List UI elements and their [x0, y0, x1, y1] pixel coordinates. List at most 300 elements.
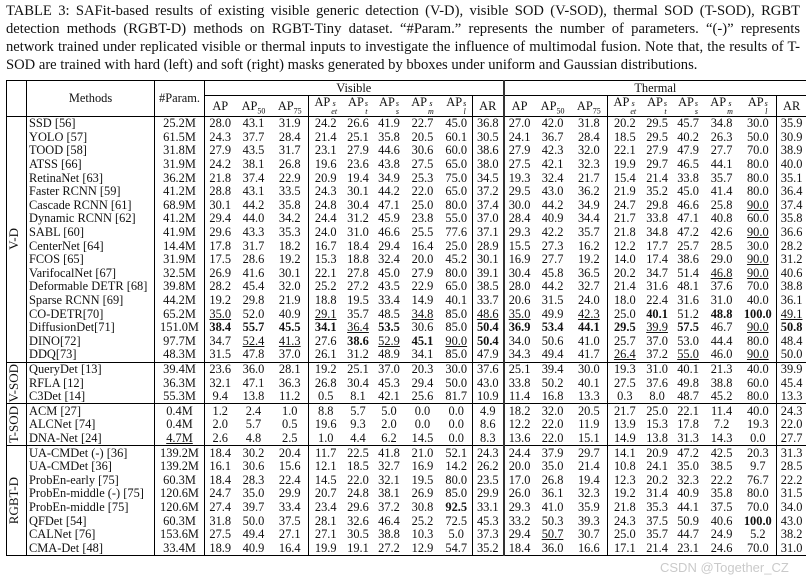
metric-value: 20.5	[411, 129, 434, 144]
metric-value: 19.2	[205, 294, 236, 308]
metric-value: 22.0	[541, 430, 564, 445]
metric-value: 50.7	[541, 527, 564, 542]
table-row	[7, 171, 806, 185]
metric-value: 25.3	[411, 170, 434, 185]
metric-value: 38.2	[777, 528, 806, 542]
method-name: YOLO [57]	[29, 129, 88, 144]
metric-value: 36.3	[278, 375, 301, 390]
metric-value: 18.4	[205, 446, 236, 460]
metric-value: 30.4	[347, 197, 369, 212]
metric-value: 65.0	[445, 184, 468, 199]
metric-value: 37.4	[242, 170, 265, 185]
metric-value: 48.8	[710, 306, 733, 321]
metric-value: 57.5	[677, 320, 699, 335]
metric-header: AP	[205, 96, 236, 117]
metric-value: 36.0	[535, 541, 571, 555]
metric-value: 9.7	[750, 459, 766, 474]
metric-value: 8.3	[473, 432, 504, 446]
table-row	[7, 348, 806, 362]
metric-value: 26.9	[411, 486, 434, 501]
metric-value: 19.3	[608, 362, 642, 376]
metric-value: 36.8	[473, 117, 504, 131]
metric-value: 65.0	[445, 279, 468, 294]
metric-value: 70.0	[746, 143, 769, 158]
metric-value: 2.5	[282, 430, 298, 445]
metric-value: 77.6	[445, 225, 468, 240]
header-row-1	[7, 81, 806, 96]
metric-value: 44.1	[710, 157, 733, 172]
table-row	[7, 487, 806, 501]
metric-value: 30.5	[347, 527, 369, 542]
metric-value: 37.6	[473, 362, 504, 376]
table-row	[7, 226, 806, 240]
method-name: SABL [60]	[29, 225, 84, 240]
metric-value: 45.4	[777, 376, 806, 390]
metric-value: 29.9	[278, 486, 301, 501]
metric-value: 27.5	[411, 157, 434, 172]
method-name: ProbEn-early [75]	[29, 472, 119, 487]
metric-value: 8.8	[309, 404, 343, 418]
metric-value: 21.7	[577, 170, 600, 185]
metric-value: 29.8	[242, 293, 265, 308]
metric-value: 37.1	[473, 226, 504, 240]
metric-value: 90.0	[445, 333, 468, 348]
metric-value: 19.3	[504, 171, 535, 185]
metric-value: 35.7	[710, 170, 733, 185]
metric-value: 21.0	[405, 446, 441, 460]
metric-value: 33.5	[278, 184, 301, 199]
param-count: 39.4M	[155, 362, 205, 376]
metric-value: 27.5	[205, 528, 236, 542]
metric-value: 36.1	[777, 294, 806, 308]
metric-value: 36.7	[541, 129, 564, 144]
metric-value: 49.9	[541, 306, 564, 321]
table-row	[7, 418, 806, 432]
metric-value: 27.5	[608, 376, 642, 390]
method-name: Deformable DETR [68]	[29, 279, 148, 294]
metric-value: 34.7	[646, 265, 668, 280]
param-count: 97.7M	[155, 335, 205, 349]
table-row	[7, 307, 806, 321]
metric-value: 41.0	[577, 333, 600, 348]
metric-value: 30.7	[577, 527, 600, 542]
metric-value: 7.2	[713, 417, 730, 432]
metric-value: 15.5	[504, 239, 535, 253]
metric-value: 12.9	[405, 541, 441, 555]
param-count: 60.3M	[155, 514, 205, 528]
param-count: 25.2M	[155, 117, 205, 131]
metric-value: 17.8	[205, 239, 236, 253]
group-label-cell	[7, 404, 27, 446]
metric-header: $AP_{75}$	[576, 98, 601, 115]
metric-value: 24.1	[504, 131, 535, 145]
metric-value: 11.9	[578, 417, 600, 432]
metric-value: 19.3	[746, 417, 769, 432]
metric-value: 31.0	[347, 225, 369, 240]
method-name: CO-DETR[70]	[29, 306, 104, 321]
metric-value: 24.7	[205, 487, 236, 501]
metric-value: 37.0	[374, 362, 405, 376]
metric-value: 27.5	[504, 158, 535, 172]
metric-value: 21.8	[205, 171, 236, 185]
metric-value: 25.0	[608, 307, 642, 321]
table-row	[7, 473, 806, 487]
metric-value: 31.3	[677, 430, 699, 445]
metric-value: 18.4	[347, 238, 369, 253]
metric-value: 25.2	[309, 280, 343, 294]
metric-value: 38.8	[710, 375, 733, 390]
metric-value: 25.1	[343, 362, 374, 376]
metric-value: 15.4	[608, 171, 642, 185]
method-name: UA-CMDet [36]	[29, 459, 112, 474]
table-row	[7, 376, 806, 390]
table-row	[7, 199, 806, 213]
metric-value: 9.3	[350, 417, 366, 432]
metric-value: 30.8	[411, 499, 434, 514]
metric-value: 40.0	[777, 158, 806, 172]
metric-value: 40.1	[673, 362, 704, 376]
metric-value: 43.5	[378, 279, 400, 294]
metric-value: 80.0	[746, 333, 769, 348]
metric-value: 24.4	[504, 446, 535, 460]
param-count: 139.2M	[155, 460, 205, 474]
metric-value: 16.9	[504, 253, 535, 267]
metric-value: 32.3	[677, 472, 699, 487]
metric-value: 21.3	[704, 362, 740, 376]
metric-value: 32.1	[378, 472, 400, 487]
metric-header: AP s l	[446, 95, 467, 116]
metric-value: 21.4	[577, 459, 600, 474]
metric-header: AP s m	[411, 95, 434, 116]
metric-value: 20.0	[411, 252, 434, 267]
param-count: 60.3M	[155, 473, 205, 487]
param-count: 39.8M	[155, 280, 205, 294]
metric-value: 47.9	[473, 348, 504, 362]
metric-value: 24.4	[309, 212, 343, 226]
metric-value: 34.0	[504, 335, 535, 349]
metric-value: 10.3	[411, 527, 434, 542]
metric-value: 27.6	[309, 335, 343, 349]
method-name: ProbEn-middle [75]	[29, 499, 129, 514]
metric-value: 43.0	[541, 184, 564, 199]
metric-value: 0.0	[448, 417, 464, 432]
group-label-cell	[7, 117, 27, 363]
metric-value: 46.4	[378, 513, 400, 528]
metric-value: 36.4	[347, 320, 369, 335]
metric-value: 28.2	[777, 239, 806, 253]
metric-value: 41.7	[577, 347, 600, 362]
metric-value: 22.4	[646, 293, 668, 308]
metric-value: 38.4	[205, 321, 236, 335]
metric-value: 29.5	[608, 321, 642, 335]
metric-value: 32.7	[378, 459, 400, 474]
metric-value: 31.6	[646, 279, 668, 294]
method-name: ATSS [66]	[29, 157, 82, 172]
metric-value: 16.6	[571, 541, 608, 555]
param-count: 120.6M	[155, 487, 205, 501]
metric-value: 45.2	[445, 252, 468, 267]
method-name: ProbEn-middle (-) [75]	[29, 486, 144, 501]
metric-value: 44.2	[242, 197, 265, 212]
metric-value: 44.7	[677, 527, 699, 542]
metric-value: 85.0	[445, 486, 468, 501]
metric-value: 29.7	[646, 157, 668, 172]
metric-value: 38.1	[242, 157, 265, 172]
metric-value: 45.3	[378, 375, 400, 390]
metric-value: 32.0	[577, 143, 600, 158]
metric-value: 45.1	[411, 333, 434, 348]
metric-value: 31.2	[777, 253, 806, 267]
method-name: CMA-Det [48]	[27, 541, 155, 555]
metric-value: 11.2	[279, 389, 301, 404]
metric-value: 23.5	[473, 473, 504, 487]
table-row	[7, 144, 806, 158]
metric-value: 37.2	[646, 347, 668, 362]
param-count: 36.2M	[155, 171, 205, 185]
metric-value: 47.1	[677, 211, 699, 226]
metric-value: 25.8	[710, 197, 733, 212]
metric-value: 52.9	[378, 333, 400, 348]
method-name: UA-CMDet (-) [36]	[27, 446, 155, 460]
metric-value: 49.1	[777, 307, 806, 321]
metric-value: 25.0	[608, 528, 642, 542]
method-name: Cascade RCNN [61]	[29, 197, 132, 212]
metric-value: 31.7	[242, 238, 265, 253]
metric-value: 13.6	[504, 432, 535, 446]
metric-value: 2.0	[381, 417, 397, 432]
method-name: VarifocalNet [67]	[29, 265, 117, 280]
metric-value: 5.7	[245, 417, 262, 432]
metric-value: 22.0	[541, 417, 564, 432]
metric-value: 1.0	[272, 404, 309, 418]
param-count: 4.7M	[155, 432, 205, 446]
metric-value: 29.5	[646, 129, 668, 144]
metric-value: 26.4	[608, 348, 642, 362]
metric-value: 35.8	[710, 486, 733, 501]
metric-value: 26.3	[710, 129, 733, 144]
metric-value: 44.1	[577, 320, 600, 335]
metric-value: 19.2	[278, 252, 301, 267]
metric-value: 14.2	[445, 459, 468, 474]
metric-value: 55.7	[242, 320, 265, 335]
metric-value: 24.0	[309, 226, 343, 240]
metric-value: 26.1	[309, 348, 343, 362]
metric-value: 46.0	[710, 347, 733, 362]
metric-value: 37.3	[473, 528, 504, 542]
metric-value: 35.0	[205, 307, 236, 321]
metric-value: 20.6	[504, 294, 535, 308]
metric-value: 27.7	[541, 252, 564, 267]
metric-value: 41.3	[278, 333, 301, 348]
metric-value: 28.0	[504, 280, 535, 294]
metric-value: 17.5	[205, 253, 236, 267]
metric-value: 26.0	[504, 487, 535, 501]
metric-value: 4.8	[245, 430, 262, 445]
metric-value: 5.0	[374, 404, 405, 418]
metric-value: 34.7	[205, 335, 236, 349]
metric-value: 23.1	[309, 144, 343, 158]
metric-value: 30.9	[777, 131, 806, 145]
metric-value: 11.7	[309, 446, 343, 460]
param-count: 41.2M	[155, 185, 205, 199]
metric-value: 27.1	[278, 527, 301, 542]
table-row	[7, 158, 806, 172]
metric-value: 27.8	[347, 265, 369, 280]
metric-value: 38.6	[347, 333, 369, 348]
metric-value: 27.9	[504, 144, 535, 158]
metric-value: 14.3	[710, 430, 733, 445]
metric-value: 40.6	[777, 267, 806, 281]
method-name: CenterNet [64]	[29, 238, 104, 253]
metric-value: 40.1	[646, 306, 668, 321]
metric-value: 43.0	[777, 514, 806, 528]
param-count: 31.8M	[155, 144, 205, 158]
metric-value: 11.4	[704, 404, 740, 418]
metric-value: 20.5	[571, 404, 608, 418]
group-label: V-SOD	[6, 363, 21, 403]
metric-value: 44.6	[378, 143, 400, 158]
metric-value: 27.9	[646, 143, 668, 158]
metric-value: 30.0	[746, 238, 769, 253]
metric-value: 20.3	[740, 446, 777, 460]
metric-value: 29.4	[378, 238, 400, 253]
metric-value: 20.2	[608, 117, 642, 131]
metric-value: 25.5	[411, 225, 434, 240]
metric-value: 35.7	[646, 527, 668, 542]
param-count: 55.3M	[155, 390, 205, 404]
metric-value: 19.4	[577, 472, 600, 487]
metric-value: 40.1	[445, 293, 468, 308]
metric-value: 19.5	[411, 472, 434, 487]
metric-value: 60.0	[746, 375, 769, 390]
metric-value: 16.4	[272, 541, 309, 555]
metric-value: 90.0	[746, 320, 769, 335]
metric-value: 37.6	[710, 279, 733, 294]
method-name: QueryDet [13]	[27, 362, 155, 376]
metric-value: 18.5	[608, 131, 642, 145]
metric-value: 16.2	[577, 238, 600, 253]
metric-value: 37.4	[473, 199, 504, 213]
metric-value: 13.9	[608, 418, 642, 432]
metric-value: 49.4	[242, 527, 265, 542]
metric-value: 31.4	[646, 486, 668, 501]
metric-header: AP s l	[747, 95, 768, 116]
metric-value: 28.8	[205, 185, 236, 199]
metric-value: 42.1	[541, 157, 564, 172]
metric-value: 15.6	[278, 459, 301, 474]
metric-value: 21.9	[278, 293, 301, 308]
metric-value: 19.9	[309, 541, 343, 555]
metric-value: 40.9	[677, 486, 699, 501]
table-row	[7, 239, 806, 253]
metric-value: 19.1	[343, 541, 374, 555]
metric-value: 80.0	[746, 486, 769, 501]
metric-value: 76.7	[746, 472, 769, 487]
metric-value: 47.1	[242, 375, 265, 390]
metric-value: 35.8	[378, 129, 400, 144]
metric-value: 60.1	[445, 129, 468, 144]
metric-value: 40.9	[278, 306, 301, 321]
metric-value: 46.6	[378, 225, 400, 240]
metric-header: AP s s	[379, 95, 399, 116]
metric-value: 0.0	[414, 417, 431, 432]
metric-value: 21.7	[608, 404, 642, 418]
metric-value: 12.1	[309, 460, 343, 474]
table-row	[7, 541, 806, 555]
metric-value: 35.2	[473, 541, 504, 555]
metric-value: 39.3	[577, 513, 600, 528]
metric-value: 13.3	[577, 389, 600, 404]
method-name: QFDet [54]	[29, 513, 87, 528]
metric-value: 35.9	[777, 117, 806, 131]
group-label: T-SOD	[6, 406, 21, 444]
metric-value: 35.8	[278, 197, 301, 212]
group-header	[7, 81, 27, 117]
metric-value: 28.4	[577, 129, 600, 144]
metric-value: 26.8	[278, 157, 301, 172]
metric-value: 25.6	[411, 389, 434, 404]
metric-value: 30.6	[242, 459, 265, 474]
metric-value: 29.3	[504, 226, 535, 240]
metric-value: 14.9	[608, 432, 642, 446]
metric-value: 55.0	[445, 211, 468, 226]
metric-value: 35.0	[504, 307, 535, 321]
metric-value: 38.8	[777, 280, 806, 294]
metric-value: 40.6	[710, 513, 733, 528]
metric-value: 38.1	[378, 486, 400, 501]
metric-value: 30.5	[473, 131, 504, 145]
metric-value: 24.9	[710, 527, 733, 542]
metric-value: 36.9	[504, 321, 535, 335]
metric-value: 50.0	[746, 129, 769, 144]
metric-value: 32.0	[278, 279, 301, 294]
metric-value: 32.4	[378, 252, 400, 267]
metric-value: 21.4	[309, 131, 343, 145]
results-table	[6, 80, 806, 556]
metric-value: 50.2	[541, 375, 564, 390]
metric-value: 44.0	[242, 211, 265, 226]
metric-value: 8.1	[350, 389, 366, 404]
table-row	[7, 321, 806, 335]
metric-value: 90.0	[746, 252, 769, 267]
metric-value: 42.3	[541, 143, 564, 158]
metric-value: 45.9	[378, 211, 400, 226]
metric-value: 44.2	[378, 184, 400, 199]
metric-value: 31.2	[347, 347, 369, 362]
metric-value: 65.0	[445, 157, 468, 172]
metric-value: 4.4	[350, 430, 366, 445]
metric-header: AP s t	[348, 95, 368, 116]
metric-value: 0.0	[441, 404, 473, 418]
metric-value: 24.2	[205, 158, 236, 172]
table-row	[7, 294, 806, 308]
metric-value: 24.2	[309, 117, 343, 131]
metric-value: 28.6	[242, 252, 265, 267]
metric-value: 35.8	[777, 212, 806, 226]
metric-header: AP	[504, 96, 535, 117]
metric-value: 46.6	[677, 197, 699, 212]
metric-value: 18.0	[608, 294, 642, 308]
metric-value: 21.8	[608, 226, 642, 240]
method-name: TOOD [58]	[29, 143, 87, 158]
metric-value: 45.2	[710, 389, 733, 404]
table-caption: TABLE 3: SAFit-based results of existing visible generic detection (V-D), visible SOD (V-SOD), thermal SOD (T-SOD), RGBT detection methods (RGBT-D) methods on RGBT-Tiny dataset. “#Param.” represents the number of parameters. “(-)” represents network trained under replicated visible or thermal inputs to investigate the influence of multimodal fusion. Note that, the results of T-SOD are trained with hard (left) and soft (right) masks generated by bboxes under uniform and Gaussian distributions.	[6, 3, 800, 73]
metric-value: 27.9	[411, 265, 434, 280]
metric-value: 28.0	[205, 117, 236, 131]
metric-value: 40.2	[677, 129, 699, 144]
metric-value: 24.6	[704, 541, 740, 555]
metric-value: 40.8	[710, 211, 733, 226]
